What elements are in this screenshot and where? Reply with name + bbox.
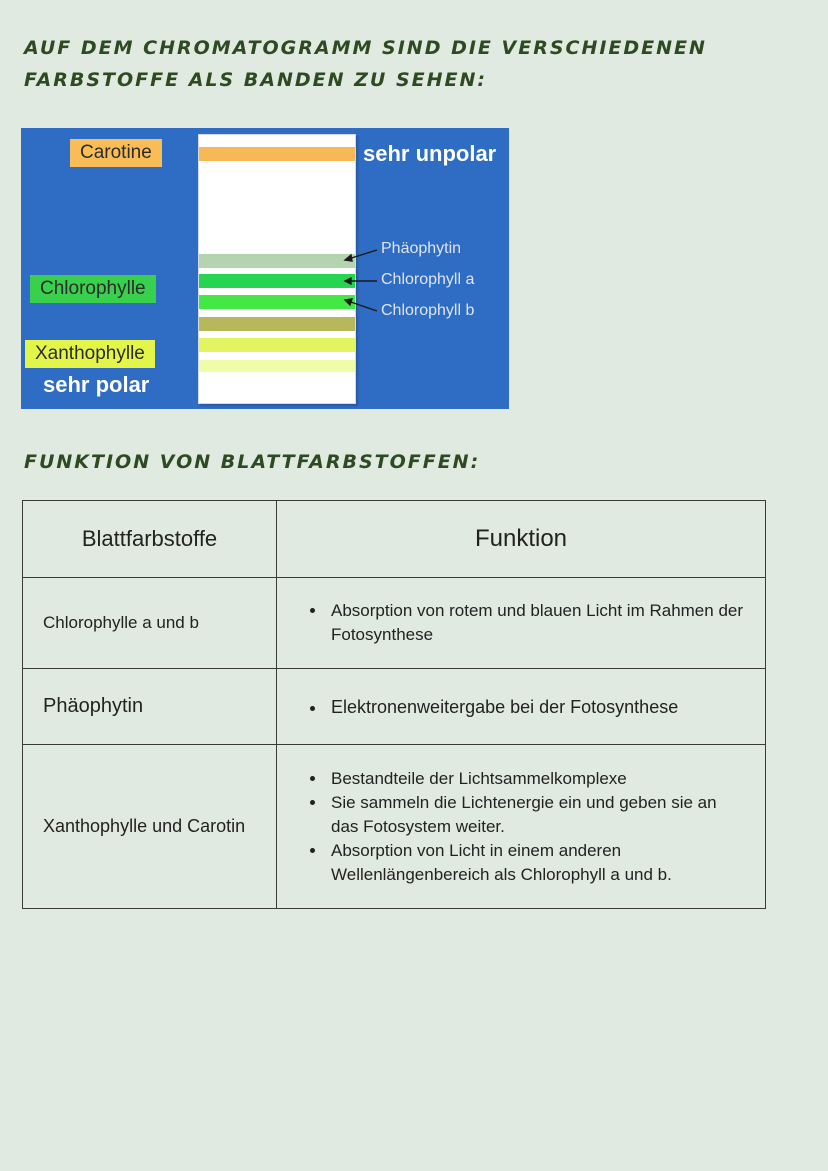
heading-function: FUNKTION VON BLATTFARBSTOFFEN: [24,451,481,473]
chlorophylle-tag: Chlorophylle [30,275,156,303]
header-pigments: Blattfarbstoffe [23,501,277,578]
carotine-tag: Carotine [70,139,162,167]
table-row [23,669,766,745]
xanthophylle-tag: Xanthophylle [25,340,155,368]
table-header-row [23,501,766,578]
polar-label: sehr polar [43,372,150,397]
header-function: Funktion [277,501,766,578]
table-row [23,578,766,669]
heading-chromatogram: AUF DEM CHROMATOGRAMM SIND DIE VERSCHIEDENEN FARBSTOFFE ALS BANDEN ZU SEHEN: [24,37,707,91]
function-item: • Sie sammeln die Lichtenergie ein und geben sie an das Fotosystem weiter. [327,791,745,839]
pointer-label-chlorophyll-b: Chlorophyll b [381,302,475,319]
chromatogram-figure [21,128,509,409]
row-name: Xanthophylle und Carotin [23,745,277,909]
function-item: • Bestandteile der Lichtsammelkomplexe [327,767,745,791]
pigment-function-table [22,500,766,909]
row-functions [277,669,766,745]
table-row [23,745,766,909]
pointer-arrows [21,128,509,409]
row-functions [277,745,766,909]
pointer-label-chlorophyll-a: Chlorophyll a [381,271,475,288]
row-functions [277,578,766,669]
function-item: • Absorption von Licht in einem anderen Wellenlängenbereich als Chlorophyll a und b. [327,839,745,887]
function-item: • Elektronenweitergabe bei der Fotosynthese [327,695,745,719]
pointer-label-phaeophytin: Phäophytin [381,240,462,257]
row-name: Chlorophylle a und b [23,578,277,669]
unpolar-label: sehr unpolar [363,141,497,166]
row-name: Phäophytin [23,669,277,745]
function-item: • Absorption von rotem und blauen Licht im Rahmen der Fotosynthese [327,599,745,647]
